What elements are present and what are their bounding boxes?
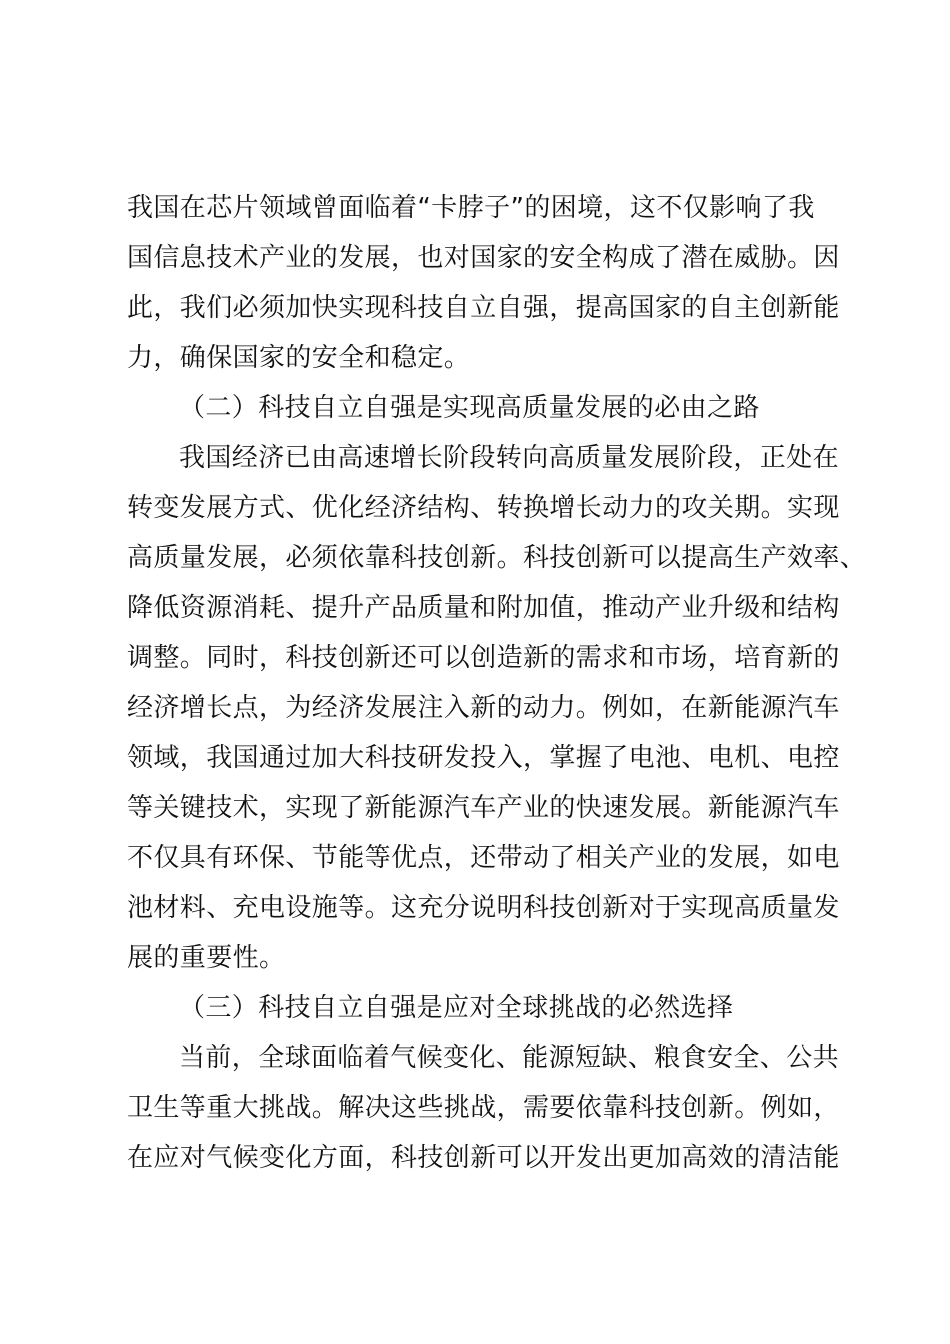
paragraph-line: 不仅具有环保、节能等优点，还带动了相关产业的发展，如电 [127, 843, 840, 873]
paragraph-line: 高质量发展，必须依靠科技创新。科技创新可以提高生产效率、 [127, 543, 867, 573]
paragraph-line: 此，我们必须加快实现科技自立自强，提高国家的自主创新能 [127, 293, 840, 323]
paragraph-line: 转变发展方式、优化经济结构、转换增长动力的攻关期。实现 [127, 493, 840, 523]
paragraph-line: 展的重要性。 [127, 943, 286, 973]
paragraph-line: 调整。同时，科技创新还可以创造新的需求和市场，培育新的 [127, 643, 840, 673]
paragraph-line: 卫生等重大挑战。解决这些挑战，需要依靠科技创新。例如， [127, 1093, 840, 1123]
paragraph-first-line: 我国经济已由高速增长阶段转向高质量发展阶段，正处在 [179, 443, 840, 473]
section-heading: （二）科技自立自强是实现高质量发展的必由之路 [179, 393, 760, 423]
paragraph-line: 领域，我国通过加大科技研发投入，掌握了电池、电机、电控 [127, 743, 840, 773]
paragraph-line: 国信息技术产业的发展，也对国家的安全构成了潜在威胁。因 [127, 243, 840, 273]
section-heading: （三）科技自立自强是应对全球挑战的必然选择 [179, 993, 734, 1023]
paragraph-line: 经济增长点，为经济发展注入新的动力。例如，在新能源汽车 [127, 693, 840, 723]
paragraph-line: 在应对气候变化方面，科技创新可以开发出更加高效的清洁能 [127, 1143, 840, 1173]
paragraph-line: 等关键技术，实现了新能源汽车产业的快速发展。新能源汽车 [127, 793, 840, 823]
paragraph-line: 池材料、充电设施等。这充分说明科技创新对于实现高质量发 [127, 893, 840, 923]
document-body [127, 183, 867, 1183]
paragraph-first-line: 当前，全球面临着气候变化、能源短缺、粮食安全、公共 [179, 1043, 840, 1073]
paragraph-line: 我国在芯片领域曾面临着“卡脖子”的困境，这不仅影响了我 [127, 193, 815, 223]
paragraph-line: 力，确保国家的安全和稳定。 [127, 343, 471, 373]
paragraph-line: 降低资源消耗、提升产品质量和附加值，推动产业升级和结构 [127, 593, 840, 623]
